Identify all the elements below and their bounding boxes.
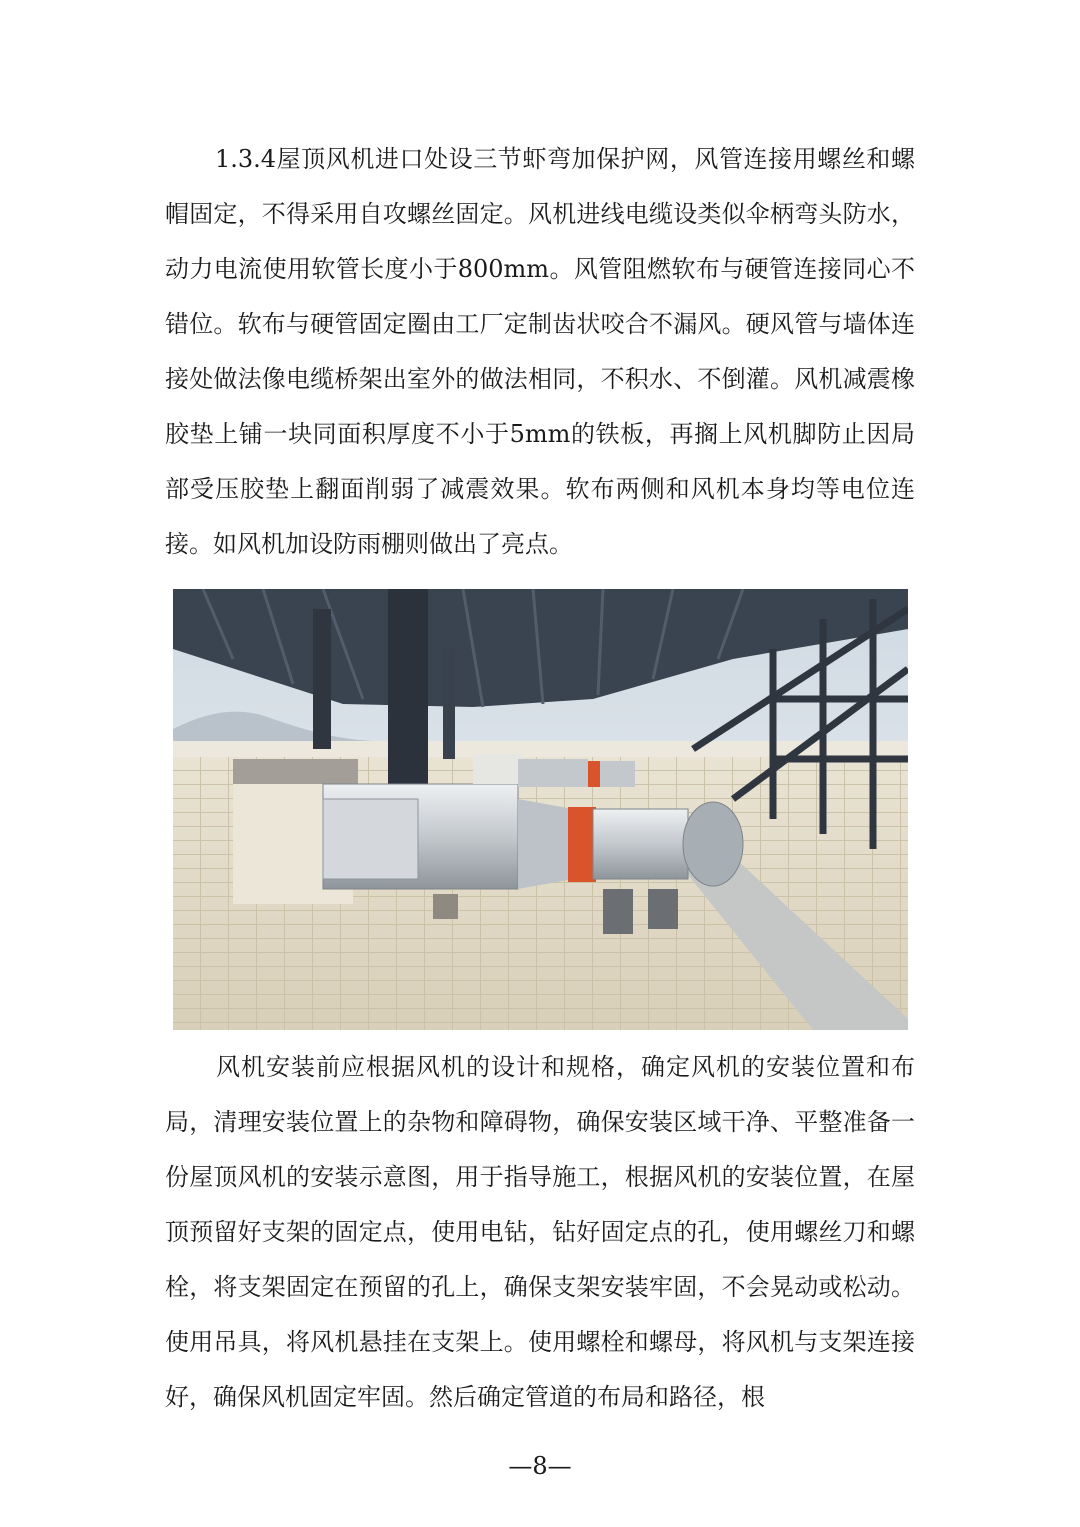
vibration-pad — [603, 889, 633, 934]
fan-plinth — [233, 759, 358, 784]
steel-column — [313, 609, 331, 749]
flex-connector — [568, 807, 596, 882]
vibration-pad — [648, 889, 678, 929]
exhaust-fan — [593, 809, 688, 879]
body-paragraph-1 — [165, 132, 915, 572]
fan-outlet — [683, 802, 743, 886]
vibration-pad — [433, 894, 458, 919]
page-number: —8— — [508, 1452, 572, 1480]
rooftop-fan-photo — [173, 589, 908, 1030]
steel-column — [443, 649, 455, 759]
steel-column — [388, 589, 428, 794]
paragraph-text: 风机安装前应根据风机的设计和规格，确定风机的安装位置和布局，清理安装位置上的杂物和障碍物，确保安装区域干净、平整准备一份屋顶风机的安装示意图，用于指导施工，根据风机的安装位置，在屋顶预留好支架的固定点，使用电钻，钻好固定点的孔，使用螺丝刀和螺栓，将支架固定在预留的孔上，确保支架安装牢固，不会晃动或松动。使用吊具，将风机悬挂在支架上。使用螺栓和螺母，将风机与支架连接好，确保风机固定牢固。然后确定管道的布局和路径，根 — [165, 1053, 915, 1411]
duct-transition — [518, 799, 573, 889]
paragraph-text: 1.3.4屋顶风机进口处设三节虾弯加保护网，风管连接用螺丝和螺帽固定，不得采用自攻螺丝固定。风机进线电缆设类似伞柄弯头防水，动力电流使用软管长度小于800mm。风管阻燃软布与硬管连接同心不错位。软布与硬管固定圈由工厂定制齿状咬合不漏风。硬风管与墙体连接处做法像电缆桥架出室外的做法相同，不积水、不倒灌。风机减震橡胶垫上铺一块同面积厚度不小于5mm的铁板，再搁上风机脚防止因局部受压胶垫上翻面削弱了减震效果。软布两侧和风机本身均等电位连接。如风机加设防雨棚则做出了亮点。 — [165, 145, 915, 558]
body-paragraph-2 — [165, 1040, 915, 1425]
